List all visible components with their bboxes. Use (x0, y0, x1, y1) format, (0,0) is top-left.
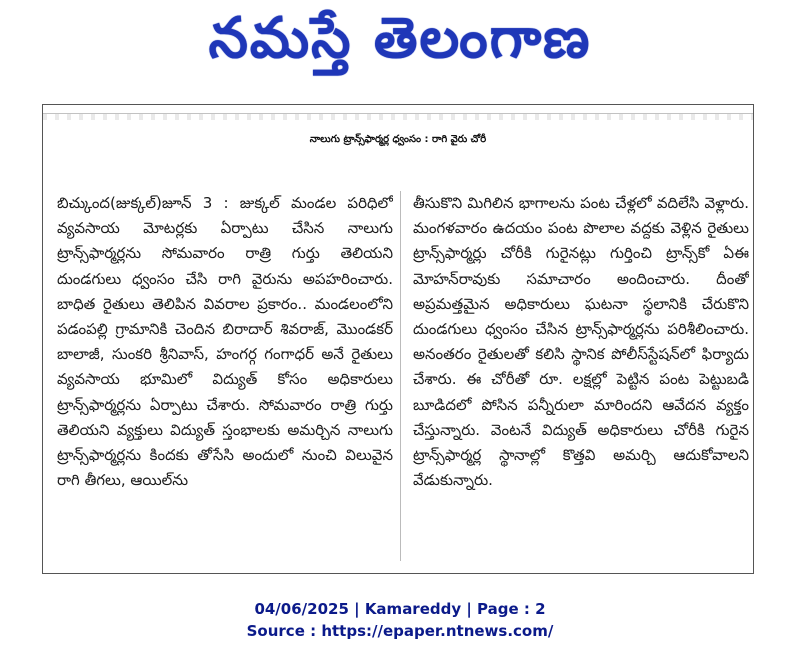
clipping-top-rule (43, 113, 753, 120)
clipping-footer (0, 598, 800, 642)
article-body-right: తీసుకొని మిగిలిన భాగాలను పంట చేళ్లలో వదిలేసి వెళ్లారు. మంగళవారం ఉదయం పంట పొలాల వద్దకు వెళ్లిన రైతులు ట్రాన్స్‌ఫార్మర్లు చోరీకి గురైనట్లు గుర్తించి ట్రాన్స్‌కో ఏఈ మోహన్‌రావుకు సమాచారం అందించారు. దీంతో అప్రమత్తమైన అధికారులు ఘటనా స్థలానికి చేరుకొని దుండగులు ధ్వంసం చేసిన ట్రాన్స్‌ఫార్మర్లను పరిశీలించారు. అనంతరం రైతులతో కలిసి స్థానిక పోలీస్‌స్టేషన్‌లో ఫిర్యాదు చేశారు. ఈ చోరీతో రూ. లక్షల్లో పెట్టిన పంట పెట్టుబడి బూడిదలో పోసిన పన్నీరులా మారిందని ఆవేదన వ్యక్తం చేస్తున్నారు. వెంటనే విద్యుత్ అధికారులు చోరీకి గురైన ట్రాన్స్‌ఫార్మర్ల స్థానాల్లో కొత్తవి అమర్చి ఆదుకోవాలని వేడుకున్నారు. (413, 194, 749, 490)
column-divider (400, 191, 401, 561)
article-body-left: బిచ్కుంద(జుక్కల్)జూన్ 3 : జుక్కల్ మండల పరిధిలో వ్యవసాయ మోటర్లకు ఏర్పాటు చేసిన నాలుగు ట్రాన్స్‌ఫార్మర్లను సోమవారం రాత్రి గుర్తు తెలియని దుండగులు ధ్వంసం చేసి రాగి వైరును అపహరించారు. బాధిత రైతులు తెలిపిన వివరాల ప్రకారం.. మండలంలోని పడంపల్లి గ్రామానికి చెందిన బిరాదార్ శివరాజ్, మొండకర్ బాలాజీ, సుంకరి శ్రీనివాస్, హంగర్గ గంగాధర్ అనే రైతులు వ్యవసాయ భూమిలో విద్యుత్ కోసం అధికారులు ట్రాన్స్‌ఫార్మర్లను ఏర్పాటు చేశారు. సోమవారం రాత్రి గుర్తు తెలియని వ్యక్తులు విద్యుత్ స్తంభాలకు అమర్చిన నాలుగు ట్రాన్స్‌ఫార్మర్లను కిందకు తోసేసి అందులో నుంచి విలువైన రాగి తీగలు, ఆయిల్‌ను (57, 194, 393, 490)
dateline: 04/06/2025 | Kamareddy | Page : 2 (254, 600, 546, 618)
article-clipping (42, 104, 754, 574)
source-line: Source : https://epaper.ntnews.com/ (246, 622, 554, 640)
article-column-right (413, 191, 749, 563)
newspaper-title: నమస్తే తెలంగాణ (208, 6, 592, 71)
article-headline: నాలుగు ట్రాన్స్‌ఫార్మర్ల ధ్వంసం : రాగి వైరు చోరీ (309, 134, 487, 145)
newspaper-masthead (0, 0, 800, 100)
article-column-left (57, 191, 393, 563)
